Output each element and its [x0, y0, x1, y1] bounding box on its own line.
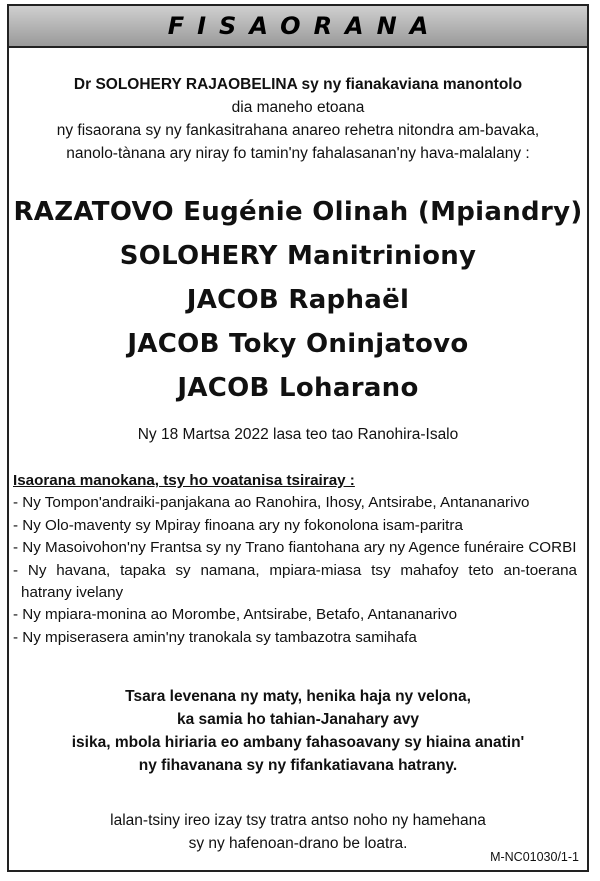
intro-line-4: nanolo-tànana ary niray fo tamin'ny fahalasanan'ny hava-malalany : [66, 145, 530, 162]
thanks-item: - Ny Olo-maventy sy Mpiray finoana ary ny fokonolona isam-paritra [13, 516, 463, 534]
closing-line: lalan-tsiny ireo izay tsy tratra antso noho ny hamehana [110, 812, 486, 829]
deceased-names [9, 190, 587, 410]
deceased-name: JACOB Raphaël [186, 285, 410, 315]
deceased-name: SOLOHERY Manitriniony [119, 241, 477, 271]
deceased-name: JACOB Loharano [177, 373, 419, 403]
blessing-line: isika, mbola hiriaria eo ambany fahasoavany sy hiaina anatin' [71, 734, 525, 751]
intro-line-1: Dr SOLOHERY RAJAOBELINA sy ny fianakaviana manontolo [73, 76, 523, 93]
notice-title: FISAORANA [167, 12, 442, 40]
closing-text [9, 809, 587, 855]
special-thanks [13, 470, 577, 649]
date-line: Ny 18 Martsa 2022 lasa teo tao Ranohira-Isalo [137, 426, 459, 443]
intro-text [9, 73, 587, 165]
intro-line-2: dia maneho etoana [231, 99, 365, 116]
deceased-name: JACOB Toky Oninjatovo [127, 329, 469, 359]
header-banner [9, 6, 587, 48]
thanks-item: - Ny Tompon'andraiki-panjakana ao Ranohira, Ihosy, Antsirabe, Antananarivo [13, 494, 530, 512]
intro-line-3: ny fisaorana sy ny fankasitrahana anareo rehetra nitondra am-bavaka, [56, 122, 540, 139]
thanks-item-continuation: hatrany ivelany [21, 584, 124, 602]
closing-line: sy ny hafenoan-drano be loatra. [188, 835, 408, 852]
blessing-line: ka samia ho tahian-Janahary avy [176, 711, 420, 728]
blessing-line: ny fihavanana sy ny fifankatiavana hatrany. [138, 757, 458, 774]
thanks-item: - Ny Masoivohon'ny Frantsa sy ny Trano fiantohana ary ny Agence funéraire CORBI [13, 539, 577, 557]
reference-code: M-NC01030/1-1 [490, 850, 579, 864]
special-thanks-title: Isaorana manokana, tsy ho voatanisa tsirairay : [13, 472, 355, 489]
blessing-line: Tsara levenana ny maty, henika haja ny velona, [125, 688, 471, 705]
thanks-item: - Ny mpiara-monina ao Morombe, Antsirabe, Betafo, Antananarivo [13, 606, 458, 624]
blessing-text [9, 685, 587, 777]
thanks-item: - Ny havana, tapaka sy namana, mpiara-miasa tsy mahafoy teto an-toerana [13, 561, 577, 579]
deceased-name: RAZATOVO Eugénie Olinah (Mpiandry) [13, 197, 583, 227]
notice-frame [7, 4, 589, 872]
thanks-item: - Ny mpiserasera amin'ny tranokala sy tambazotra samihafa [13, 628, 417, 646]
